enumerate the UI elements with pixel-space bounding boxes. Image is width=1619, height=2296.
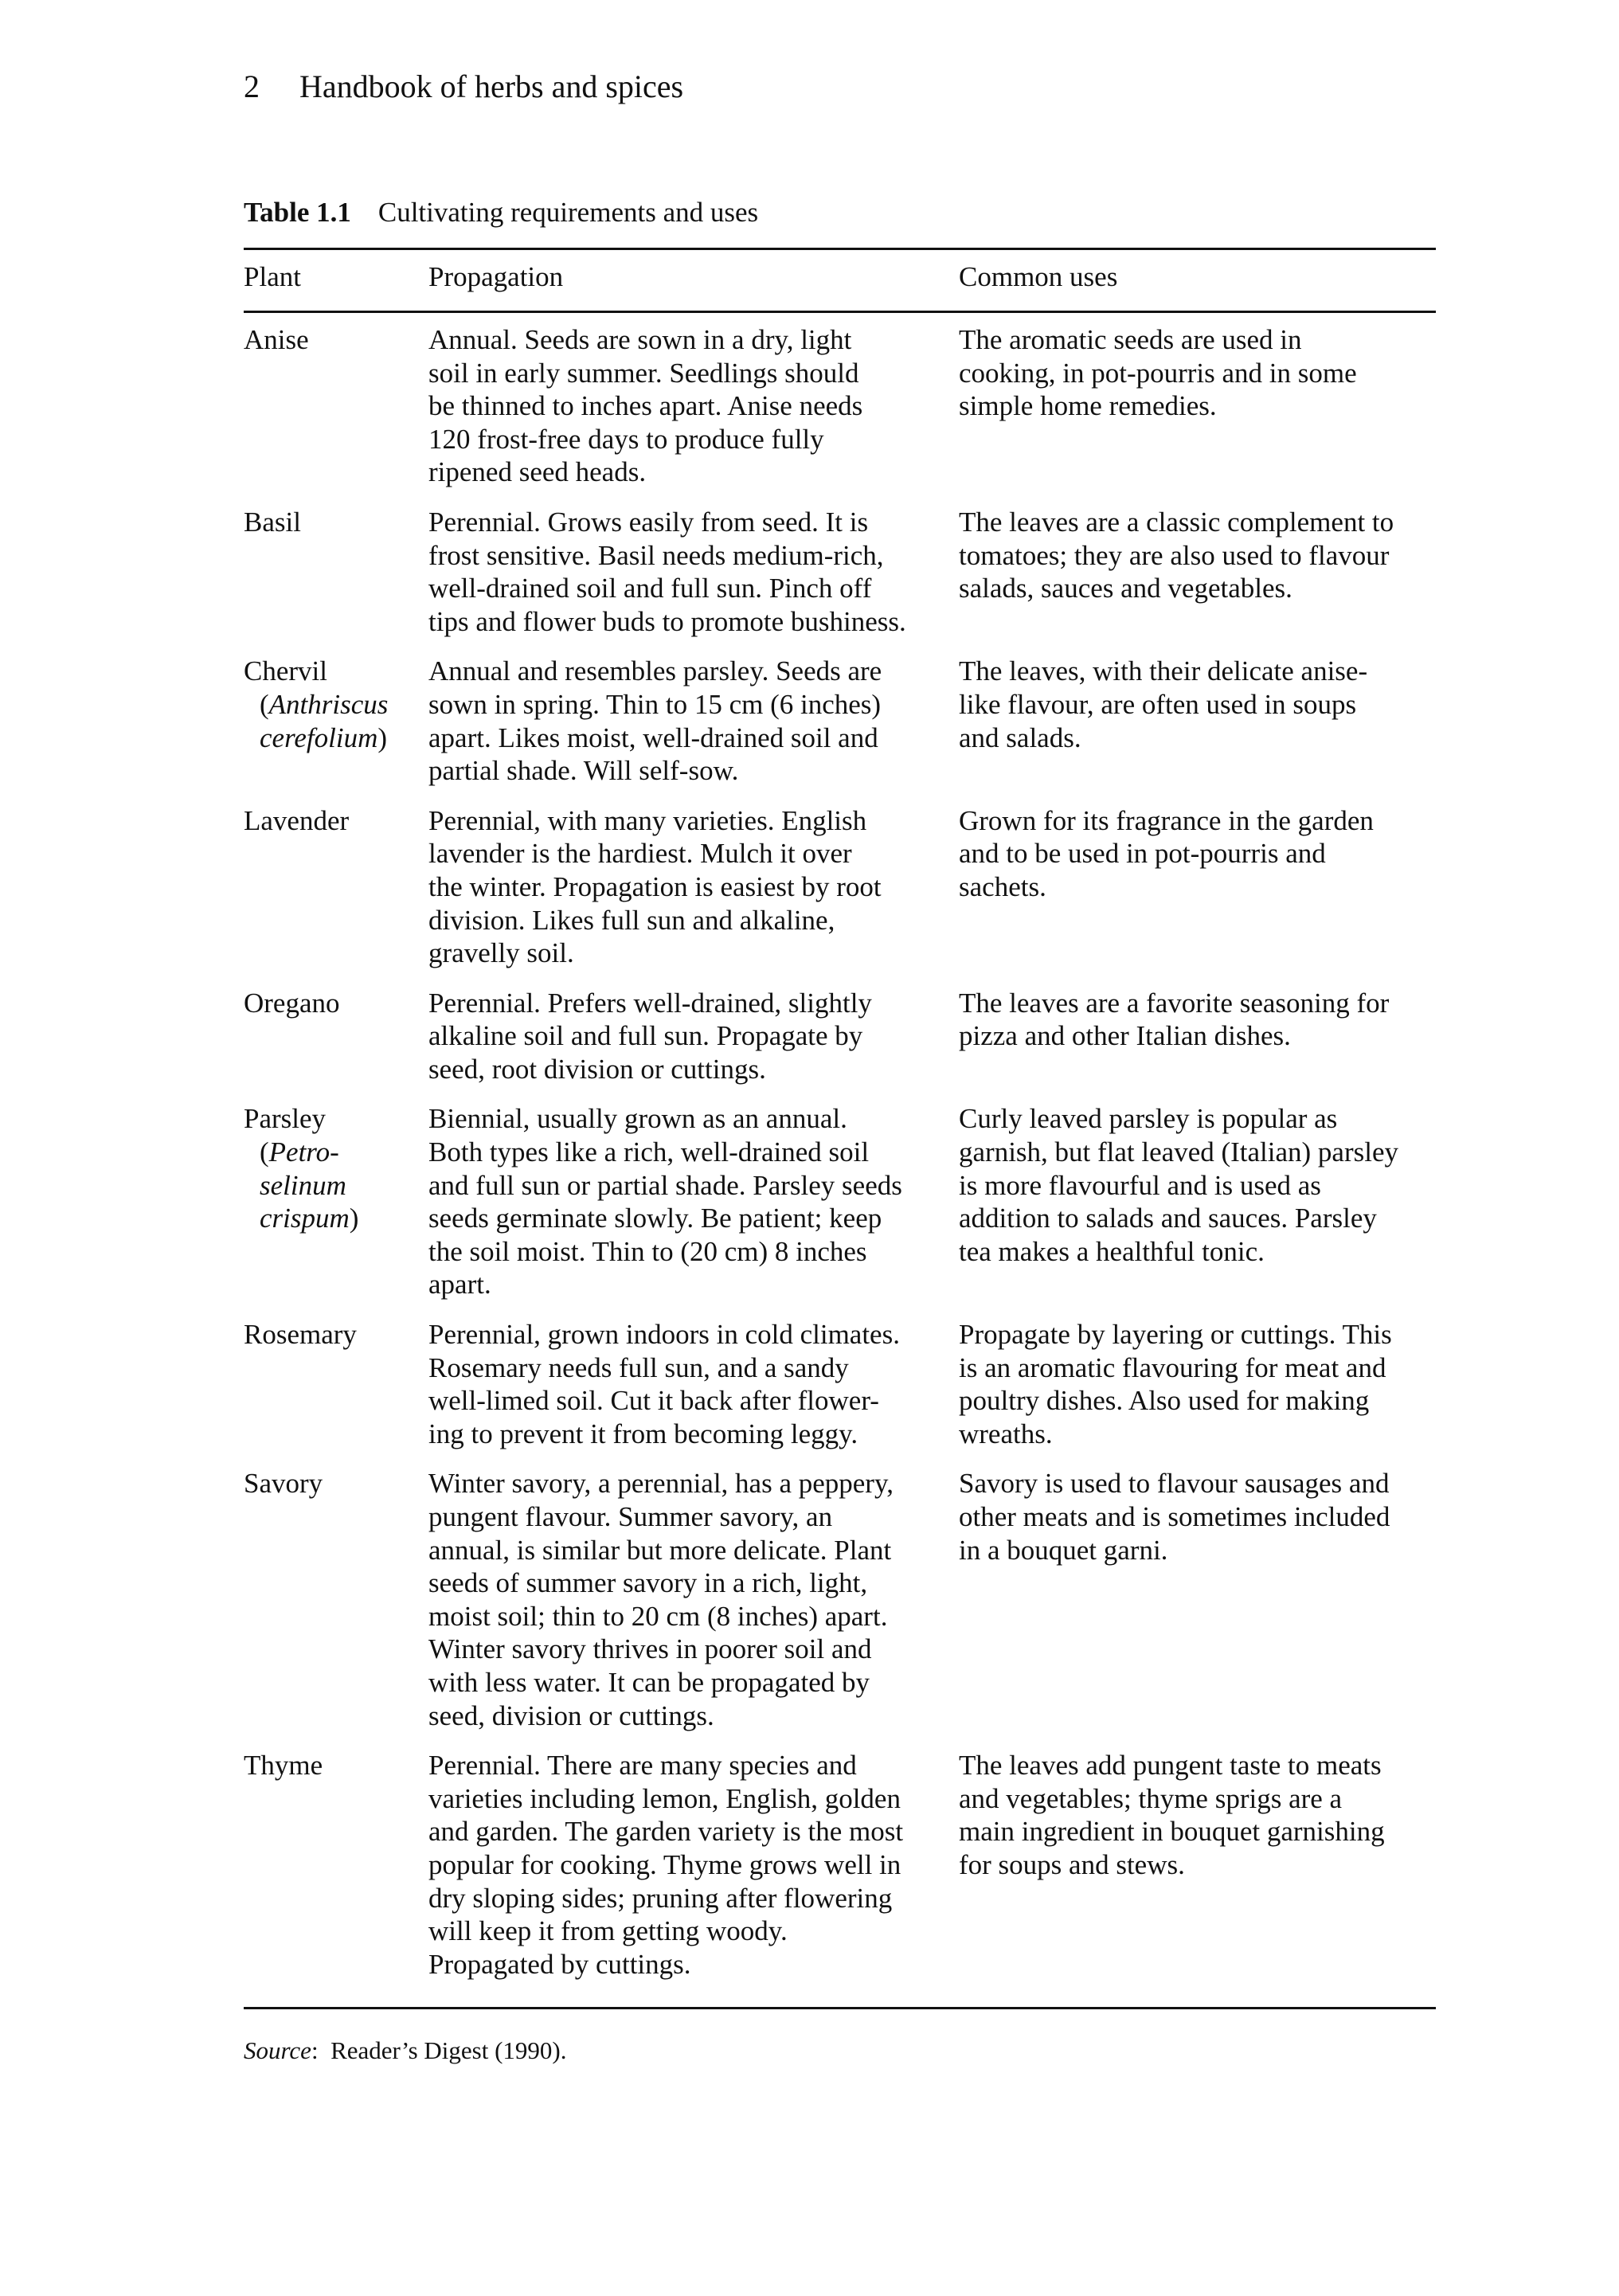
common-uses-line: in a bouquet garni. (959, 1534, 1168, 1566)
plant-botanical-name: (Petro- (260, 1136, 339, 1168)
common-uses-line: Propagate by layering or cuttings. This (959, 1319, 1392, 1351)
propagation-line: Winter savory, a perennial, has a peppery, (428, 1468, 894, 1500)
common-uses-line: The leaves are a favorite seasoning for (959, 987, 1390, 1019)
propagation-line: the soil moist. Thin to (20 cm) 8 inches (428, 1235, 867, 1267)
propagation-cell (428, 804, 948, 970)
common-uses-cell (959, 506, 1436, 605)
plant-botanical-name: (Anthriscus (260, 688, 389, 720)
propagation-line: Biennial, usually grown as an annual. (428, 1103, 847, 1135)
plant-name: Lavender (244, 804, 350, 836)
propagation-line: partial shade. Will self-sow. (428, 755, 739, 787)
table-row (244, 1467, 1436, 1732)
propagation-line: popular for cooking. Thyme grows well in (428, 1848, 901, 1880)
propagation-line: dry sloping sides; pruning after flowering (428, 1882, 893, 1914)
table-row (244, 323, 1436, 489)
common-uses-line: for soups and stews. (959, 1848, 1185, 1880)
common-uses-line: like flavour, are often used in soups (959, 688, 1357, 720)
propagation-line: annual, is similar but more delicate. Plant (428, 1534, 892, 1566)
propagation-line: 120 frost-free days to produce fully (428, 423, 824, 455)
plant-cell (244, 987, 423, 1020)
table-header-rule (244, 311, 1436, 313)
propagation-line: and garden. The garden variety is the most (428, 1816, 904, 1848)
propagation-line: and full sun or partial shade. Parsley seeds (428, 1169, 902, 1201)
common-uses-line: The leaves add pungent taste to meats (959, 1750, 1382, 1782)
common-uses-line: tea makes a healthful tonic. (959, 1235, 1265, 1267)
common-uses-cell (959, 655, 1436, 754)
source-text: Reader’s Digest (1990). (330, 2036, 567, 2064)
propagation-line: lavender is the hardiest. Mulch it over (428, 838, 852, 870)
common-uses-line: and to be used in pot-pourris and (959, 838, 1326, 870)
table-source-note: Source: Reader’s Digest (1990). (244, 2036, 567, 2064)
common-uses-cell (959, 323, 1436, 423)
propagation-cell (428, 655, 948, 787)
table-caption (244, 195, 758, 230)
plant-cell (244, 655, 423, 754)
column-header-common-uses: Common uses (959, 261, 1118, 292)
common-uses-line: wreaths. (959, 1418, 1053, 1449)
common-uses-cell (959, 1102, 1436, 1268)
propagation-line: Propagated by cuttings. (428, 1948, 691, 1980)
propagation-cell (428, 1102, 948, 1301)
common-uses-line: and salads. (959, 722, 1081, 753)
common-uses-line: The leaves, with their delicate anise- (959, 655, 1368, 687)
propagation-cell (428, 1318, 948, 1450)
propagation-line: Both types like a rich, well-drained soil (428, 1136, 870, 1168)
common-uses-line: addition to salads and sauces. Parsley (959, 1203, 1377, 1234)
common-uses-line: pizza and other Italian dishes. (959, 1020, 1291, 1052)
page-number: 2 (244, 68, 260, 104)
propagation-line: moist soil; thin to 20 cm (8 inches) apart. (428, 1600, 888, 1632)
common-uses-cell (959, 987, 1436, 1053)
table-row (244, 1102, 1436, 1301)
propagation-line: seed, division or cuttings. (428, 1700, 714, 1731)
plant-cell (244, 804, 423, 838)
propagation-line: Annual. Seeds are sown in a dry, light (428, 324, 852, 355)
plant-name: Oregano (244, 987, 340, 1019)
plant-name: Basil (244, 506, 301, 538)
plant-cell (244, 506, 423, 539)
running-head (244, 67, 683, 107)
propagation-line: ing to prevent it from becoming leggy. (428, 1418, 858, 1449)
plant-botanical-name: crispum) (260, 1203, 359, 1234)
common-uses-line: garnish, but flat leaved (Italian) parsley (959, 1136, 1399, 1168)
common-uses-line: salads, sauces and vegetables. (959, 573, 1292, 604)
propagation-line: apart. (428, 1269, 491, 1301)
table-bottom-rule (244, 2007, 1436, 2009)
plant-name: Savory (244, 1468, 323, 1500)
source-label: Source (244, 2036, 311, 2064)
propagation-line: seeds germinate slowly. Be patient; keep (428, 1203, 882, 1234)
common-uses-cell (959, 1749, 1436, 1881)
common-uses-line: is more flavourful and is used as (959, 1169, 1321, 1201)
column-header-propagation: Propagation (428, 261, 564, 292)
common-uses-line: Curly leaved parsley is popular as (959, 1103, 1338, 1135)
propagation-cell (428, 1467, 948, 1732)
plant-name: Thyme (244, 1750, 323, 1782)
propagation-line: well-limed soil. Cut it back after flower- (428, 1385, 879, 1417)
propagation-line: alkaline soil and full sun. Propagate by (428, 1020, 863, 1052)
common-uses-line: other meats and is sometimes included (959, 1501, 1390, 1532)
book-title: Handbook of herbs and spices (299, 68, 684, 104)
propagation-line: sown in spring. Thin to 15 cm (6 inches) (428, 688, 882, 720)
plant-name: Parsley (244, 1103, 327, 1135)
propagation-line: Perennial. Grows easily from seed. It is (428, 506, 869, 538)
propagation-line: Rosemary needs full sun, and a sandy (428, 1351, 849, 1383)
plant-name: Rosemary (244, 1319, 357, 1351)
common-uses-line: The aromatic seeds are used in (959, 324, 1302, 355)
common-uses-line: Grown for its fragrance in the garden (959, 804, 1374, 836)
plant-cell (244, 1749, 423, 1782)
plant-cell (244, 323, 423, 357)
common-uses-line: simple home remedies. (959, 390, 1217, 422)
propagation-line: gravelly soil. (428, 937, 574, 969)
propagation-cell (428, 987, 948, 1086)
propagation-line: Perennial. There are many species and (428, 1750, 857, 1782)
table-row (244, 987, 1436, 1086)
propagation-line: will keep it from getting woody. (428, 1915, 788, 1947)
propagation-line: apart. Likes moist, well-drained soil and (428, 722, 878, 753)
propagation-line: varieties including lemon, English, golden (428, 1782, 901, 1814)
common-uses-cell (959, 1467, 1436, 1567)
plant-cell (244, 1318, 423, 1351)
propagation-line: seeds of summer savory in a rich, light, (428, 1567, 868, 1599)
table-title: Cultivating requirements and uses (377, 197, 759, 228)
common-uses-line: and vegetables; thyme sprigs are a (959, 1782, 1343, 1814)
plant-name: Chervil (244, 655, 327, 687)
propagation-line: with less water. It can be propagated by (428, 1666, 870, 1698)
common-uses-line: Savory is used to flavour sausages and (959, 1468, 1390, 1500)
table-row (244, 804, 1436, 970)
plant-botanical-name: cerefolium) (260, 722, 388, 753)
propagation-line: tips and flower buds to promote bushiness. (428, 605, 906, 637)
propagation-cell (428, 1749, 948, 1981)
propagation-line: soil in early summer. Seedlings should (428, 357, 859, 389)
propagation-line: frost sensitive. Basil needs medium-rich, (428, 539, 884, 571)
propagation-cell (428, 506, 948, 638)
table-row (244, 1749, 1436, 1981)
plant-botanical-name: selinum (260, 1169, 346, 1201)
propagation-line: seed, root division or cuttings. (428, 1053, 766, 1085)
propagation-line: pungent flavour. Summer savory, an (428, 1501, 833, 1532)
table-label: Table 1.1 (244, 197, 351, 228)
propagation-line: the winter. Propagation is easiest by root (428, 870, 882, 902)
propagation-line: Perennial, with many varieties. English (428, 804, 867, 836)
propagation-cell (428, 323, 948, 489)
plant-cell (244, 1102, 423, 1234)
table-body (244, 323, 1436, 1997)
common-uses-line: is an aromatic flavouring for meat and (959, 1351, 1386, 1383)
common-uses-line: main ingredient in bouquet garnishing (959, 1816, 1385, 1848)
table-row (244, 1318, 1436, 1450)
common-uses-line: sachets. (959, 870, 1046, 902)
plant-cell (244, 1467, 423, 1500)
propagation-line: Annual and resembles parsley. Seeds are (428, 655, 882, 687)
table-row (244, 655, 1436, 787)
common-uses-cell (959, 804, 1436, 904)
table-row (244, 506, 1436, 638)
common-uses-line: cooking, in pot-pourris and in some (959, 357, 1357, 389)
propagation-line: Perennial, grown indoors in cold climates. (428, 1319, 900, 1351)
table-top-rule (244, 248, 1436, 250)
table-header-row (244, 259, 1436, 299)
column-header-plant: Plant (244, 261, 301, 292)
propagation-line: ripened seed heads. (428, 456, 647, 488)
propagation-line: Winter savory thrives in poorer soil and (428, 1633, 872, 1665)
propagation-line: be thinned to inches apart. Anise needs (428, 390, 863, 422)
common-uses-line: tomatoes; they are also used to flavour (959, 539, 1390, 571)
common-uses-line: poultry dishes. Also used for making (959, 1385, 1370, 1417)
plant-name: Anise (244, 324, 309, 355)
propagation-line: division. Likes full sun and alkaline, (428, 904, 835, 936)
common-uses-cell (959, 1318, 1436, 1450)
common-uses-line: The leaves are a classic complement to (959, 506, 1394, 538)
propagation-line: well-drained soil and full sun. Pinch off (428, 573, 872, 604)
propagation-line: Perennial. Prefers well-drained, slightly (428, 987, 872, 1019)
